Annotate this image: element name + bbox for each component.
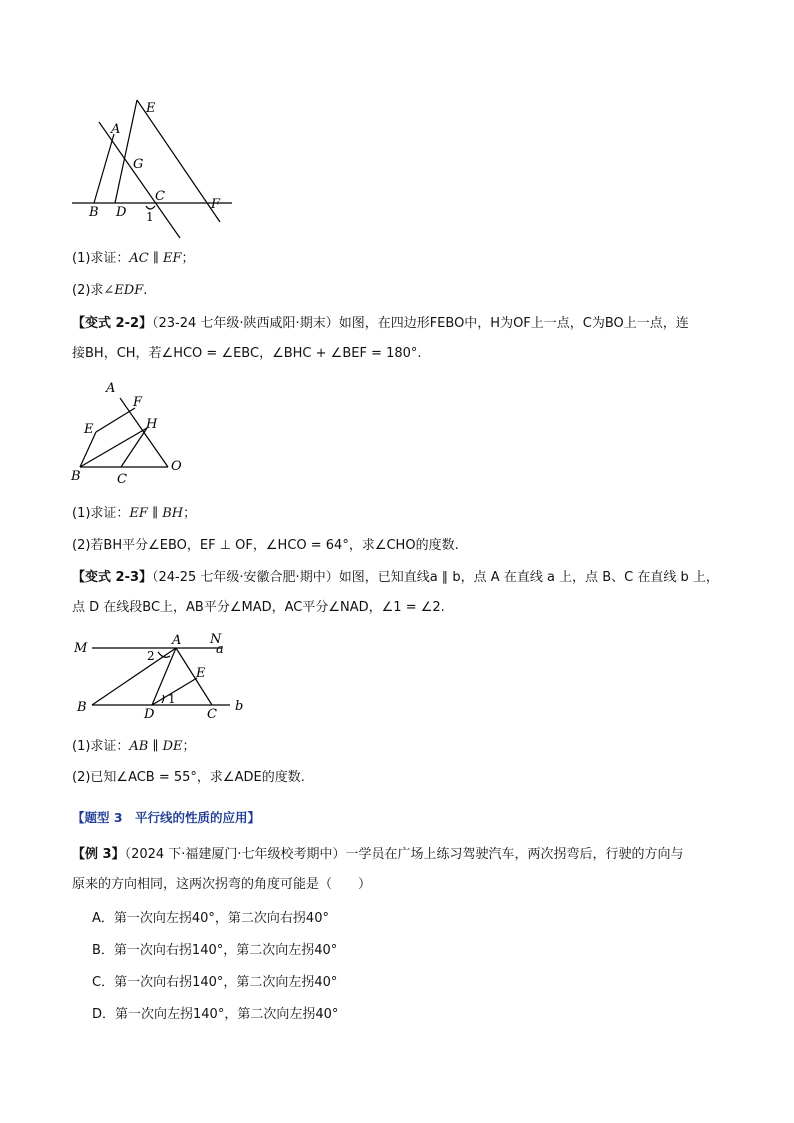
variant-2-3-part2: (2)已知∠ACB = 55°，求∠ADE的度数.	[72, 770, 305, 785]
label-a: A	[106, 381, 116, 396]
label-a-line: a	[216, 642, 224, 657]
variant-2-2-stem: 【变式 2-2】（23-24 七年级·陕西咸阳·期末）如图，在四边形FEBO中，H为OF上一点，C为BO上一点，连 接BH，CH，若∠HCO = ∠EBC，∠BHC + ∠BEF = 180°.	[72, 316, 689, 361]
figure-parallel-lines-1	[60, 90, 260, 250]
label-2: 2	[147, 649, 155, 663]
label-c: C	[155, 189, 165, 204]
section-heading-type3: 【题型 3 平行线的性质的应用】	[72, 810, 261, 825]
label-1: 1	[168, 692, 176, 706]
label-e: E	[84, 422, 94, 437]
option-d: D．第一次向左拐140°，第二次向左拐40°	[92, 1007, 339, 1022]
label-c: C	[207, 707, 217, 722]
label-o: O	[171, 459, 182, 474]
example-3-stem: 【例 3】（2024 下·福建厦门·七年级校考期中）一学员在广场上练习驾驶汽车，两次拐弯后，行驶的方向与 原来的方向相同，这两次拐弯的角度可能是（ ）	[72, 847, 684, 892]
label-e: E	[146, 101, 156, 116]
option-a: A．第一次向左拐40°，第二次向右拐40°	[92, 911, 329, 926]
label-g: G	[133, 157, 144, 172]
label-d: D	[144, 707, 155, 722]
q-prev-part2: (2)求∠EDF.	[72, 283, 148, 298]
variant-2-2-part2: (2)若BH平分∠EBO，EF ⊥ OF，∠HCO = 64°，求∠CHO的度数.	[72, 538, 459, 553]
label-b-line: b	[235, 699, 244, 714]
label-m: M	[74, 641, 88, 656]
option-c: C．第一次向右拐140°，第二次向左拐40°	[92, 975, 338, 990]
label-f: F	[211, 197, 221, 212]
variant-2-2-part1: (1)求证：EF ∥ BH；	[72, 506, 197, 521]
label-h: H	[146, 417, 158, 432]
label-a: A	[111, 122, 121, 137]
label-e: E	[196, 666, 206, 681]
label-f: F	[133, 395, 143, 410]
q-prev-part1: (1)求证：AC ∥ EF；	[72, 251, 195, 266]
variant-2-3-part1: (1)求证：AB ∥ DE；	[72, 739, 196, 754]
label-b: B	[71, 469, 81, 484]
label-1: 1	[146, 210, 154, 224]
label-b: B	[77, 700, 87, 715]
option-b: B．第一次向右拐140°，第二次向左拐40°	[92, 943, 338, 958]
label-a: A	[172, 633, 182, 648]
label-d: D	[116, 205, 127, 220]
figure-parallel-lines-ab	[68, 625, 258, 725]
label-n: N	[210, 632, 222, 647]
variant-2-3-stem: 【变式 2-3】（24-25 七年级·安徽合肥·期中）如图，已知直线a ∥ b，点 A 在直线 a 上，点 B、C 在直线 b 上， 点 D 在线段BC上，AB平分∠MAD，AC平分∠NAD，∠1 = ∠2.	[72, 570, 719, 615]
label-b: B	[89, 205, 99, 220]
label-c: C	[117, 472, 127, 487]
figure-quadrilateral-febo	[65, 375, 195, 490]
